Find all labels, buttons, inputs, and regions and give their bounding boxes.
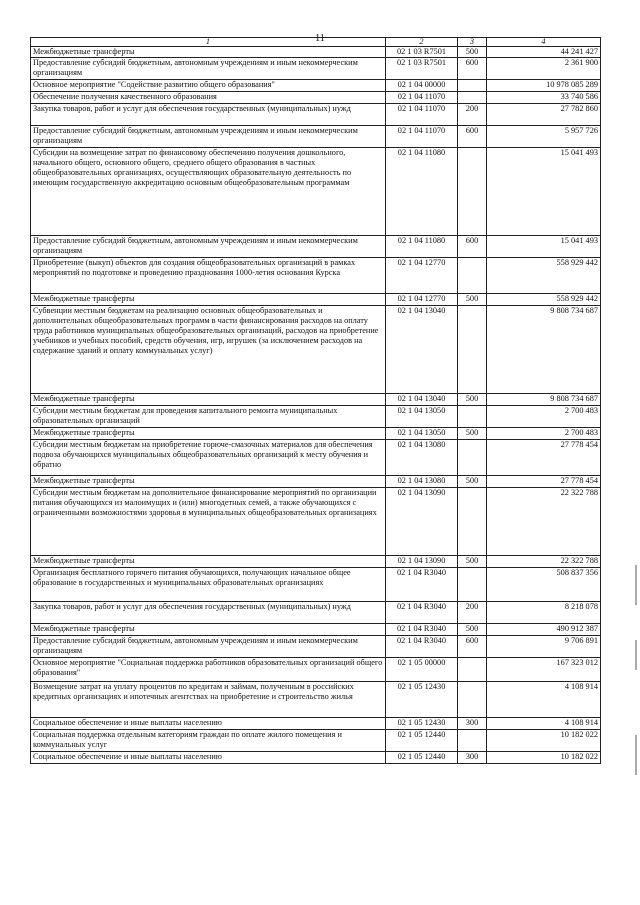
scan-edge-mark bbox=[635, 735, 637, 775]
table-row bbox=[31, 306, 601, 394]
row-expense-type-cell: 500 bbox=[458, 47, 487, 58]
row-name-cell: Субсидии местным бюджетам на дополнительное финансирование мероприятий по организации питания обучающихся из малоимущих и (или) многодетных семей, а также обучающихся с ограниченными возможностями здоровья в муниципальных общеобразовательных организациях bbox=[31, 488, 386, 556]
row-amount-cell: 22 322 788 bbox=[487, 488, 601, 556]
row-code-cell: 02 1 04 13050 bbox=[386, 406, 458, 428]
row-name-cell: Предоставление субсидий бюджетным, автономным учреждениям и иным некоммерческим организациям bbox=[31, 636, 386, 658]
row-name-cell: Межбюджетные трансферты bbox=[31, 394, 386, 406]
table-row bbox=[31, 126, 601, 148]
row-name-cell: Предоставление субсидий бюджетным, автономным учреждениям и иным некоммерческим организациям bbox=[31, 126, 386, 148]
row-expense-type-cell: 200 bbox=[458, 104, 487, 126]
row-name-cell: Межбюджетные трансферты bbox=[31, 47, 386, 58]
table-row bbox=[31, 258, 601, 294]
table-row bbox=[31, 406, 601, 428]
row-name-cell: Межбюджетные трансферты bbox=[31, 476, 386, 488]
row-code-cell: 02 1 04 11070 bbox=[386, 104, 458, 126]
row-code-cell: 02 1 04 12770 bbox=[386, 258, 458, 294]
table-row bbox=[31, 682, 601, 718]
table-row bbox=[31, 730, 601, 752]
page-number: 11 bbox=[315, 33, 325, 44]
row-amount-cell: 27 778 454 bbox=[487, 440, 601, 476]
row-code-cell: 02 1 04 13080 bbox=[386, 476, 458, 488]
row-code-cell: 02 1 04 00000 bbox=[386, 80, 458, 92]
row-amount-cell: 22 322 788 bbox=[487, 556, 601, 568]
table-row bbox=[31, 658, 601, 682]
row-amount-cell: 2 700 483 bbox=[487, 406, 601, 428]
column-number-row bbox=[31, 38, 601, 47]
row-code-cell: 02 1 03 R7501 bbox=[386, 58, 458, 80]
row-amount-cell: 10 182 022 bbox=[487, 752, 601, 764]
column-header-code: 2 bbox=[386, 38, 458, 47]
table-row bbox=[31, 602, 601, 624]
row-expense-type-cell: 500 bbox=[458, 624, 487, 636]
table-row bbox=[31, 58, 601, 80]
row-name-cell: Субсидии местным бюджетам на приобретение горюче-смазочных материалов для обеспечения подвоза обучающихся муниципальных общеобразовательных организаций к месту обучения и обратно bbox=[31, 440, 386, 476]
table-row bbox=[31, 148, 601, 236]
row-amount-cell: 27 778 454 bbox=[487, 476, 601, 488]
row-amount-cell: 44 241 427 bbox=[487, 47, 601, 58]
row-name-cell: Социальное обеспечение и иные выплаты населению bbox=[31, 718, 386, 730]
row-expense-type-cell: 500 bbox=[458, 394, 487, 406]
row-amount-cell: 2 700 483 bbox=[487, 428, 601, 440]
row-amount-cell: 167 323 012 bbox=[487, 658, 601, 682]
row-code-cell: 02 1 04 R3040 bbox=[386, 602, 458, 624]
row-amount-cell: 8 218 078 bbox=[487, 602, 601, 624]
row-expense-type-cell bbox=[458, 440, 487, 476]
row-amount-cell: 5 957 726 bbox=[487, 126, 601, 148]
scan-edge-mark bbox=[635, 640, 637, 670]
row-name-cell: Предоставление субсидий бюджетным, автономным учреждениям и иным некоммерческим организациям bbox=[31, 58, 386, 80]
row-code-cell: 02 1 04 R3040 bbox=[386, 568, 458, 602]
row-code-cell: 02 1 05 12440 bbox=[386, 730, 458, 752]
table-row bbox=[31, 568, 601, 602]
row-expense-type-cell: 600 bbox=[458, 236, 487, 258]
row-expense-type-cell: 300 bbox=[458, 752, 487, 764]
row-name-cell: Закупка товаров, работ и услуг для обеспечения государственных (муниципальных) нужд bbox=[31, 104, 386, 126]
row-expense-type-cell bbox=[458, 730, 487, 752]
table-row bbox=[31, 636, 601, 658]
row-expense-type-cell: 600 bbox=[458, 58, 487, 80]
row-expense-type-cell: 500 bbox=[458, 294, 487, 306]
row-amount-cell: 4 108 914 bbox=[487, 718, 601, 730]
row-code-cell: 02 1 04 11080 bbox=[386, 148, 458, 236]
column-header-expense-type: 3 bbox=[458, 38, 487, 47]
table-row bbox=[31, 92, 601, 104]
row-code-cell: 02 1 04 13040 bbox=[386, 394, 458, 406]
row-expense-type-cell bbox=[458, 148, 487, 236]
row-amount-cell: 2 361 900 bbox=[487, 58, 601, 80]
row-code-cell: 02 1 04 13090 bbox=[386, 556, 458, 568]
row-expense-type-cell bbox=[458, 568, 487, 602]
row-expense-type-cell: 300 bbox=[458, 718, 487, 730]
row-name-cell: Организация бесплатного горячего питания обучающихся, получающих начальное общее образование в государственных и муниципальных образовательных организациях bbox=[31, 568, 386, 602]
row-code-cell: 02 1 03 R7501 bbox=[386, 47, 458, 58]
row-expense-type-cell bbox=[458, 488, 487, 556]
row-name-cell: Межбюджетные трансферты bbox=[31, 428, 386, 440]
row-amount-cell: 33 740 586 bbox=[487, 92, 601, 104]
row-amount-cell: 27 782 860 bbox=[487, 104, 601, 126]
row-code-cell: 02 1 04 13080 bbox=[386, 440, 458, 476]
row-name-cell: Межбюджетные трансферты bbox=[31, 556, 386, 568]
row-expense-type-cell: 200 bbox=[458, 602, 487, 624]
row-amount-cell: 508 837 356 bbox=[487, 568, 601, 602]
table-row bbox=[31, 47, 601, 58]
row-amount-cell: 10 978 085 289 bbox=[487, 80, 601, 92]
table-row bbox=[31, 752, 601, 764]
column-header-amount: 4 bbox=[487, 38, 601, 47]
row-amount-cell: 9 808 734 687 bbox=[487, 394, 601, 406]
row-code-cell: 02 1 04 13050 bbox=[386, 428, 458, 440]
row-name-cell: Предоставление субсидий бюджетным, автономным учреждениям и иным некоммерческим организациям bbox=[31, 236, 386, 258]
row-code-cell: 02 1 05 12440 bbox=[386, 752, 458, 764]
row-code-cell: 02 1 04 11080 bbox=[386, 236, 458, 258]
row-code-cell: 02 1 04 13090 bbox=[386, 488, 458, 556]
row-code-cell: 02 1 05 12430 bbox=[386, 718, 458, 730]
row-code-cell: 02 1 04 11070 bbox=[386, 92, 458, 104]
scan-edge-mark bbox=[635, 565, 637, 605]
row-amount-cell: 15 041 493 bbox=[487, 148, 601, 236]
row-expense-type-cell: 600 bbox=[458, 636, 487, 658]
row-amount-cell: 15 041 493 bbox=[487, 236, 601, 258]
table-row bbox=[31, 718, 601, 730]
table-row bbox=[31, 440, 601, 476]
row-name-cell: Основное мероприятие "Содействие развитию общего образования" bbox=[31, 80, 386, 92]
row-name-cell: Межбюджетные трансферты bbox=[31, 294, 386, 306]
row-code-cell: 02 1 04 R3040 bbox=[386, 636, 458, 658]
table-row bbox=[31, 394, 601, 406]
row-expense-type-cell bbox=[458, 682, 487, 718]
row-expense-type-cell bbox=[458, 306, 487, 394]
row-code-cell: 02 1 05 12430 bbox=[386, 682, 458, 718]
table-row bbox=[31, 624, 601, 636]
table-row bbox=[31, 80, 601, 92]
row-name-cell: Закупка товаров, работ и услуг для обеспечения государственных (муниципальных) нужд bbox=[31, 602, 386, 624]
row-code-cell: 02 1 04 11070 bbox=[386, 126, 458, 148]
row-amount-cell: 558 929 442 bbox=[487, 258, 601, 294]
row-amount-cell: 9 808 734 687 bbox=[487, 306, 601, 394]
row-name-cell: Социальное обеспечение и иные выплаты населению bbox=[31, 752, 386, 764]
row-expense-type-cell bbox=[458, 92, 487, 104]
row-name-cell: Социальная поддержка отдельным категориям граждан по оплате жилого помещения и коммунальных услуг bbox=[31, 730, 386, 752]
row-name-cell: Субсидии на возмещение затрат по финансовому обеспечению получения дошкольного, начального общего, основного общего, среднего общего образования в частных общеобразовательных организациях, осуществляющих образовательную деятельность по имеющим государственную аккредитацию основным общеобразовательным программам bbox=[31, 148, 386, 236]
row-name-cell: Субвенции местным бюджетам на реализацию основных общеобразовательных и дополнительных общеобразовательных программ в части финансирования расходов на оплату труда работников муниципальных общеобразовательных организаций, расходов на приобретение учебников и учебных пособий, средств обучения, игр, игрушек (за исключением расходов на содержание зданий и оплату коммунальных услуг) bbox=[31, 306, 386, 394]
table-row bbox=[31, 104, 601, 126]
row-amount-cell: 10 182 022 bbox=[487, 730, 601, 752]
row-name-cell: Обеспечение получения качественного образования bbox=[31, 92, 386, 104]
row-amount-cell: 9 706 891 bbox=[487, 636, 601, 658]
column-header-name: 1 bbox=[31, 38, 386, 47]
row-code-cell: 02 1 04 12770 bbox=[386, 294, 458, 306]
row-expense-type-cell: 500 bbox=[458, 428, 487, 440]
budget-table bbox=[30, 37, 601, 764]
table-row bbox=[31, 556, 601, 568]
row-code-cell: 02 1 05 00000 bbox=[386, 658, 458, 682]
row-expense-type-cell bbox=[458, 258, 487, 294]
row-amount-cell: 490 912 387 bbox=[487, 624, 601, 636]
table-row bbox=[31, 236, 601, 258]
row-expense-type-cell: 600 bbox=[458, 126, 487, 148]
table-row bbox=[31, 488, 601, 556]
row-code-cell: 02 1 04 R3040 bbox=[386, 624, 458, 636]
row-name-cell: Межбюджетные трансферты bbox=[31, 624, 386, 636]
row-name-cell: Основное мероприятие "Социальная поддержка работников образовательных организаций общего образования" bbox=[31, 658, 386, 682]
row-name-cell: Приобретение (выкуп) объектов для создания общеобразовательных организаций в рамках мероприятий по подготовке и проведению празднования 1000-летия основания Курска bbox=[31, 258, 386, 294]
row-amount-cell: 4 108 914 bbox=[487, 682, 601, 718]
row-expense-type-cell bbox=[458, 80, 487, 92]
table-row bbox=[31, 428, 601, 440]
table-row bbox=[31, 294, 601, 306]
row-expense-type-cell bbox=[458, 406, 487, 428]
row-name-cell: Субсидии местным бюджетам для проведения капитального ремонта муниципальных образовательных организаций bbox=[31, 406, 386, 428]
row-expense-type-cell: 500 bbox=[458, 556, 487, 568]
table-row bbox=[31, 476, 601, 488]
row-name-cell: Возмещение затрат на уплату процентов по кредитам и займам, полученным в российских кредитных организациях и ипотечных агентствах на приобретение и строительство жилья bbox=[31, 682, 386, 718]
row-code-cell: 02 1 04 13040 bbox=[386, 306, 458, 394]
row-expense-type-cell bbox=[458, 658, 487, 682]
row-amount-cell: 558 929 442 bbox=[487, 294, 601, 306]
row-expense-type-cell: 500 bbox=[458, 476, 487, 488]
